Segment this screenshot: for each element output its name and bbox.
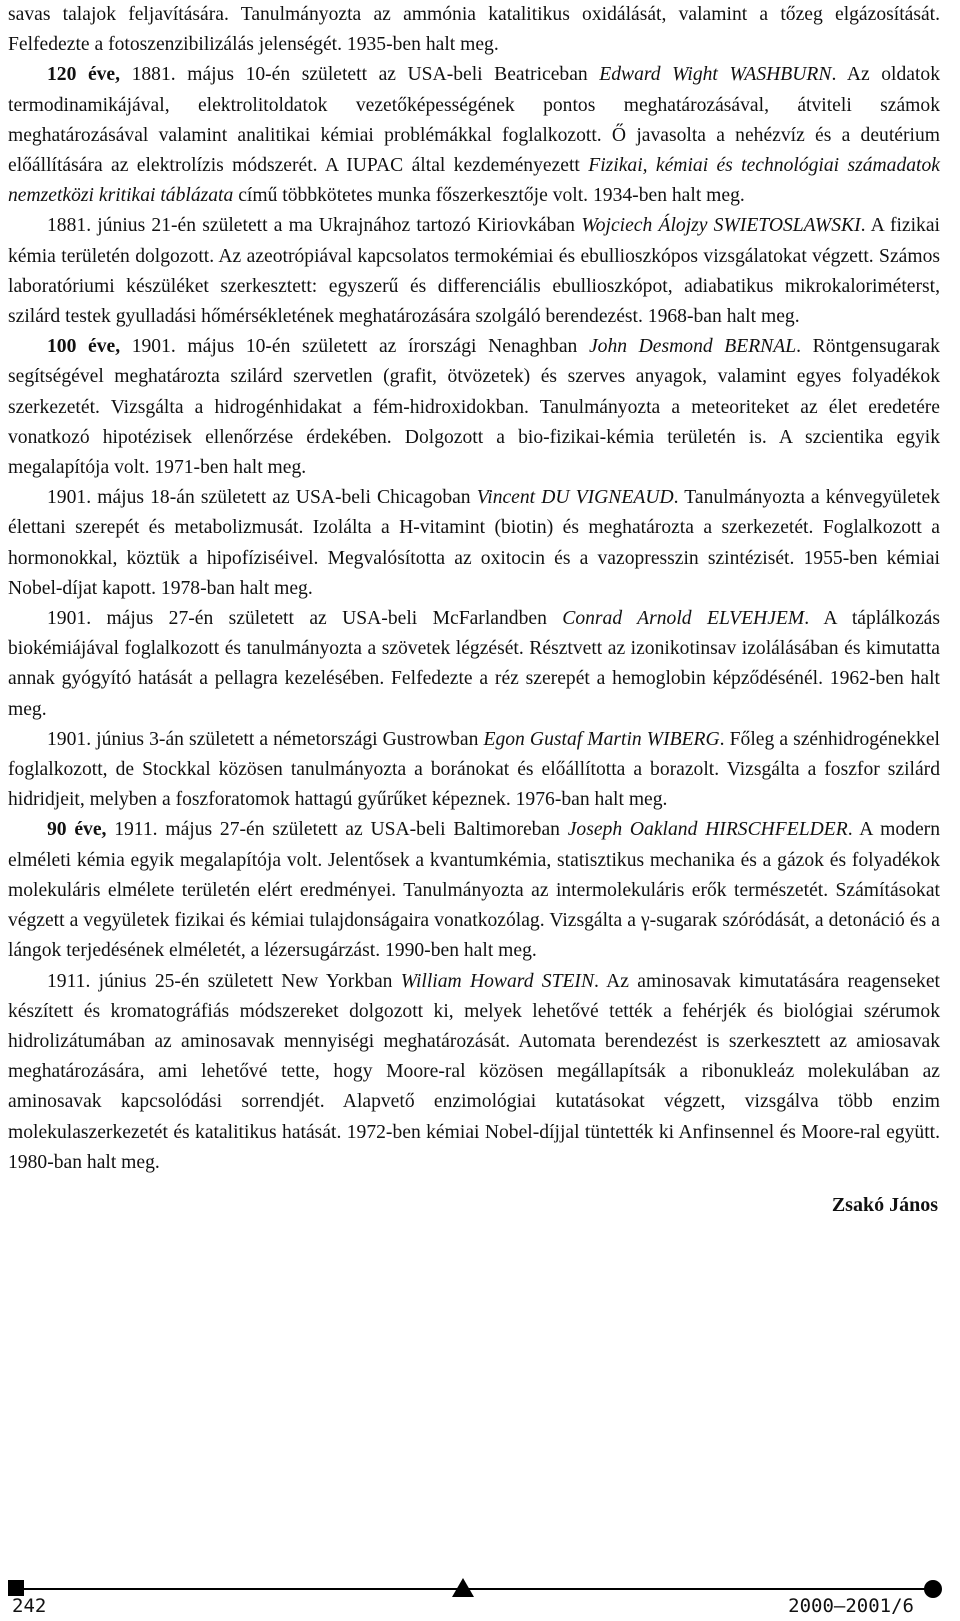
person-name: WASHBURN	[729, 64, 832, 86]
paragraph	[8, 211, 940, 332]
footer-rule	[10, 1588, 940, 1590]
text-run: 1901. május 27-én született az USA-beli McFarlandben	[47, 608, 563, 630]
author-signature: Zsakó János	[831, 1193, 938, 1216]
text-run: . Az aminosavak kimutatására reagenseket készített és kromatográfiás módszereket dolgozott ki, melyek lehetővé tették a fehérjék és biológiai szérumok hidrolizátumában az aminosavak mennyiségi meghatározását. Automata berendezést is szerkesztett az amiosavak meghatározására, ami lehetővé tette, hogy Moore-ral közösen megállapítsák a ribonukleáz molekulában az aminosavak kapcsolódási sorrendjét. Alapvető enzimológiai kutatásokat végzett, vizsgálva több enzim molekulaszerkezetét és katalitikus hatását. 1972-ben kémiai Nobel-díjjal tüntették ki Anfinsennel és Moore-ral együtt. 1980-ban halt meg.	[8, 970, 940, 1173]
person-name: Edward Wight	[599, 64, 718, 86]
text-run: 1911. június 25-én született New Yorkban	[47, 970, 401, 992]
text-run: 1901. június 3-án született a németországi Gustrowban	[47, 728, 484, 750]
paragraph	[8, 725, 940, 816]
text-run: . A modern elméleti kémia egyik megalapítója volt. Jelentősek a kvantumkémia, statisztikus mechanika és a gázok és folyadékok molekuláris elmélete területén elért eredményei. Tanulmányozta az intermolekuláris erők természetét. Számításokat végzett a vegyületek fizikai és kémiai tulajdonságaira vonatkozólag. Vizsgálta a γ-sugarak szóródását, a detonáció és a lángok terjedésének elméletét, a lézersugárzást. 1990-ben halt meg.	[8, 819, 940, 962]
text-run: savas talajok feljavítására. Tanulmányozta az ammónia katalitikus oxidálását, valamint a tőzeg elgázosítását. Felfedezte a fotoszenzibilizálás jelenségét. 1935-ben halt meg.	[8, 4, 940, 56]
paragraph	[8, 332, 940, 483]
person-name: Wojciech Álojzy SWIETOSLAWSKI	[581, 215, 861, 237]
text-run: 1881. június 21-én született a ma Ukrajnához tartozó Kiriovkában	[47, 215, 582, 237]
person-name: Conrad Arnold ELVEHJEM	[562, 608, 805, 630]
paragraph	[8, 483, 940, 604]
paragraph	[8, 815, 940, 966]
issue-number: 2000–2001/6	[788, 1595, 914, 1617]
footer-circle-marker	[924, 1580, 942, 1598]
text-run: 1901. május 18-án született az USA-beli Chicagoban	[47, 487, 477, 509]
anniversary-label: 90 éve,	[47, 819, 107, 841]
text-run: 1881. május 10-én született az USA-beli Beatriceban	[120, 64, 600, 86]
paragraph	[8, 60, 940, 211]
paragraph	[8, 0, 940, 60]
text-run: . A fizikai kémia területén dolgozott. Az azeotrópiával kapcsolatos termokémiai és ebullioszkópos vizsgálatokat végzett. Számos laboratóriumi készüléket szerkesztett: egyszerű és differenciális ebullioszkópot, adiabatikus mikrokaloriméterst, szilárd testek gyulladási hőmérsékletének meghatározására szolgáló berendezést. 1968-ban halt meg.	[8, 215, 940, 328]
text-run: . Röntgensugarak segítségével meghatározta szilárd szervetlen (grafit, ötvözetek) és szerves anyagok, valamint egyes folyadékok szerkezetét. Vizsgálta a hidrogénhidakat a fém-hidroxidokban. Tanulmányozta a meteoriteket az élet eredetére vonatkozó hipotézisek ellenőrzése érdekében. Dolgozott a bio-fizikai-kémia területén is. A szcientika egyik megalapítója volt. 1971-ben halt meg.	[8, 336, 940, 479]
text-run: 1911. május 27-én született az USA-beli Baltimoreban	[106, 819, 568, 841]
text-run: . A táplálkozás biokémiájával foglalkozott és tanulmányozta a szövetek légzését. Résztvett az izonikotinsav izolálásában és kimutatta annak gyógyító hatását a pellagra kezelésében. Felfedezte a réz szerepét a hemoglobin képződésénél. 1962-ben halt meg.	[8, 608, 940, 720]
person-name: John Desmond BERNAL	[588, 336, 797, 358]
paragraph	[8, 604, 940, 725]
person-name: Joseph Oakland HIRSCHFELDER	[567, 819, 848, 841]
person-name: Egon Gustaf Martin WIBERG	[483, 728, 720, 750]
person-name: Fizikai, kémiai és technológiai számadatok nemzetközi kritikai táblázata	[8, 155, 940, 207]
article-body	[8, 0, 940, 1220]
text-run: című többkötetes munka főszerkesztője volt. 1934-ben halt meg.	[233, 185, 745, 207]
text-run	[718, 64, 730, 85]
paragraph	[8, 967, 940, 1178]
page-number: 242	[12, 1595, 47, 1617]
text-run: . Az oldatok termodinamikájával, elektrolitoldatok vezetőképességének pontos meghatározásával, átviteli számok meghatározásával valamint analitikai kémiai problémákkal foglalkozott. Ő javasolta a nehézvíz és a deutérium előállítására az elektrolízis módszerét. A IUPAC által kezdeményezett	[8, 64, 941, 177]
person-name: William Howard STEIN	[400, 970, 595, 992]
paragraph-container	[8, 0, 940, 1178]
text-run: 1901. május 10-én született az írországi Nenaghban	[120, 336, 589, 358]
text-run: . Főleg a szénhidrogénekkel foglalkozott, de Stockkal közösen tanulmányozta a boránokat és előállította a borazolt. Vizsgálta a foszfor szilárd hidridjeit, melyben a foszforatomok hattagú gyűrűket képeznek. 1976-ban halt meg.	[8, 728, 940, 811]
anniversary-label: 100 éve,	[47, 336, 121, 358]
anniversary-label: 120 éve,	[47, 64, 121, 86]
footer-triangle-marker	[452, 1578, 474, 1597]
text-run: . Tanulmányozta a kénvegyületek élettani szerepét és metabolizmusát. Izolálta a H-vitamint (biotin) és meghatározta a szerkezetét. Foglalkozott a hormonokkal, köztük a hipofíziséivel. Megvalósította az oxitocin és a vazopresszin szintézisét. 1955-ben kémiai Nobel-díjat kapott. 1978-ban halt meg.	[8, 487, 940, 599]
person-name: Vincent DU VIGNEAUD	[476, 487, 674, 509]
